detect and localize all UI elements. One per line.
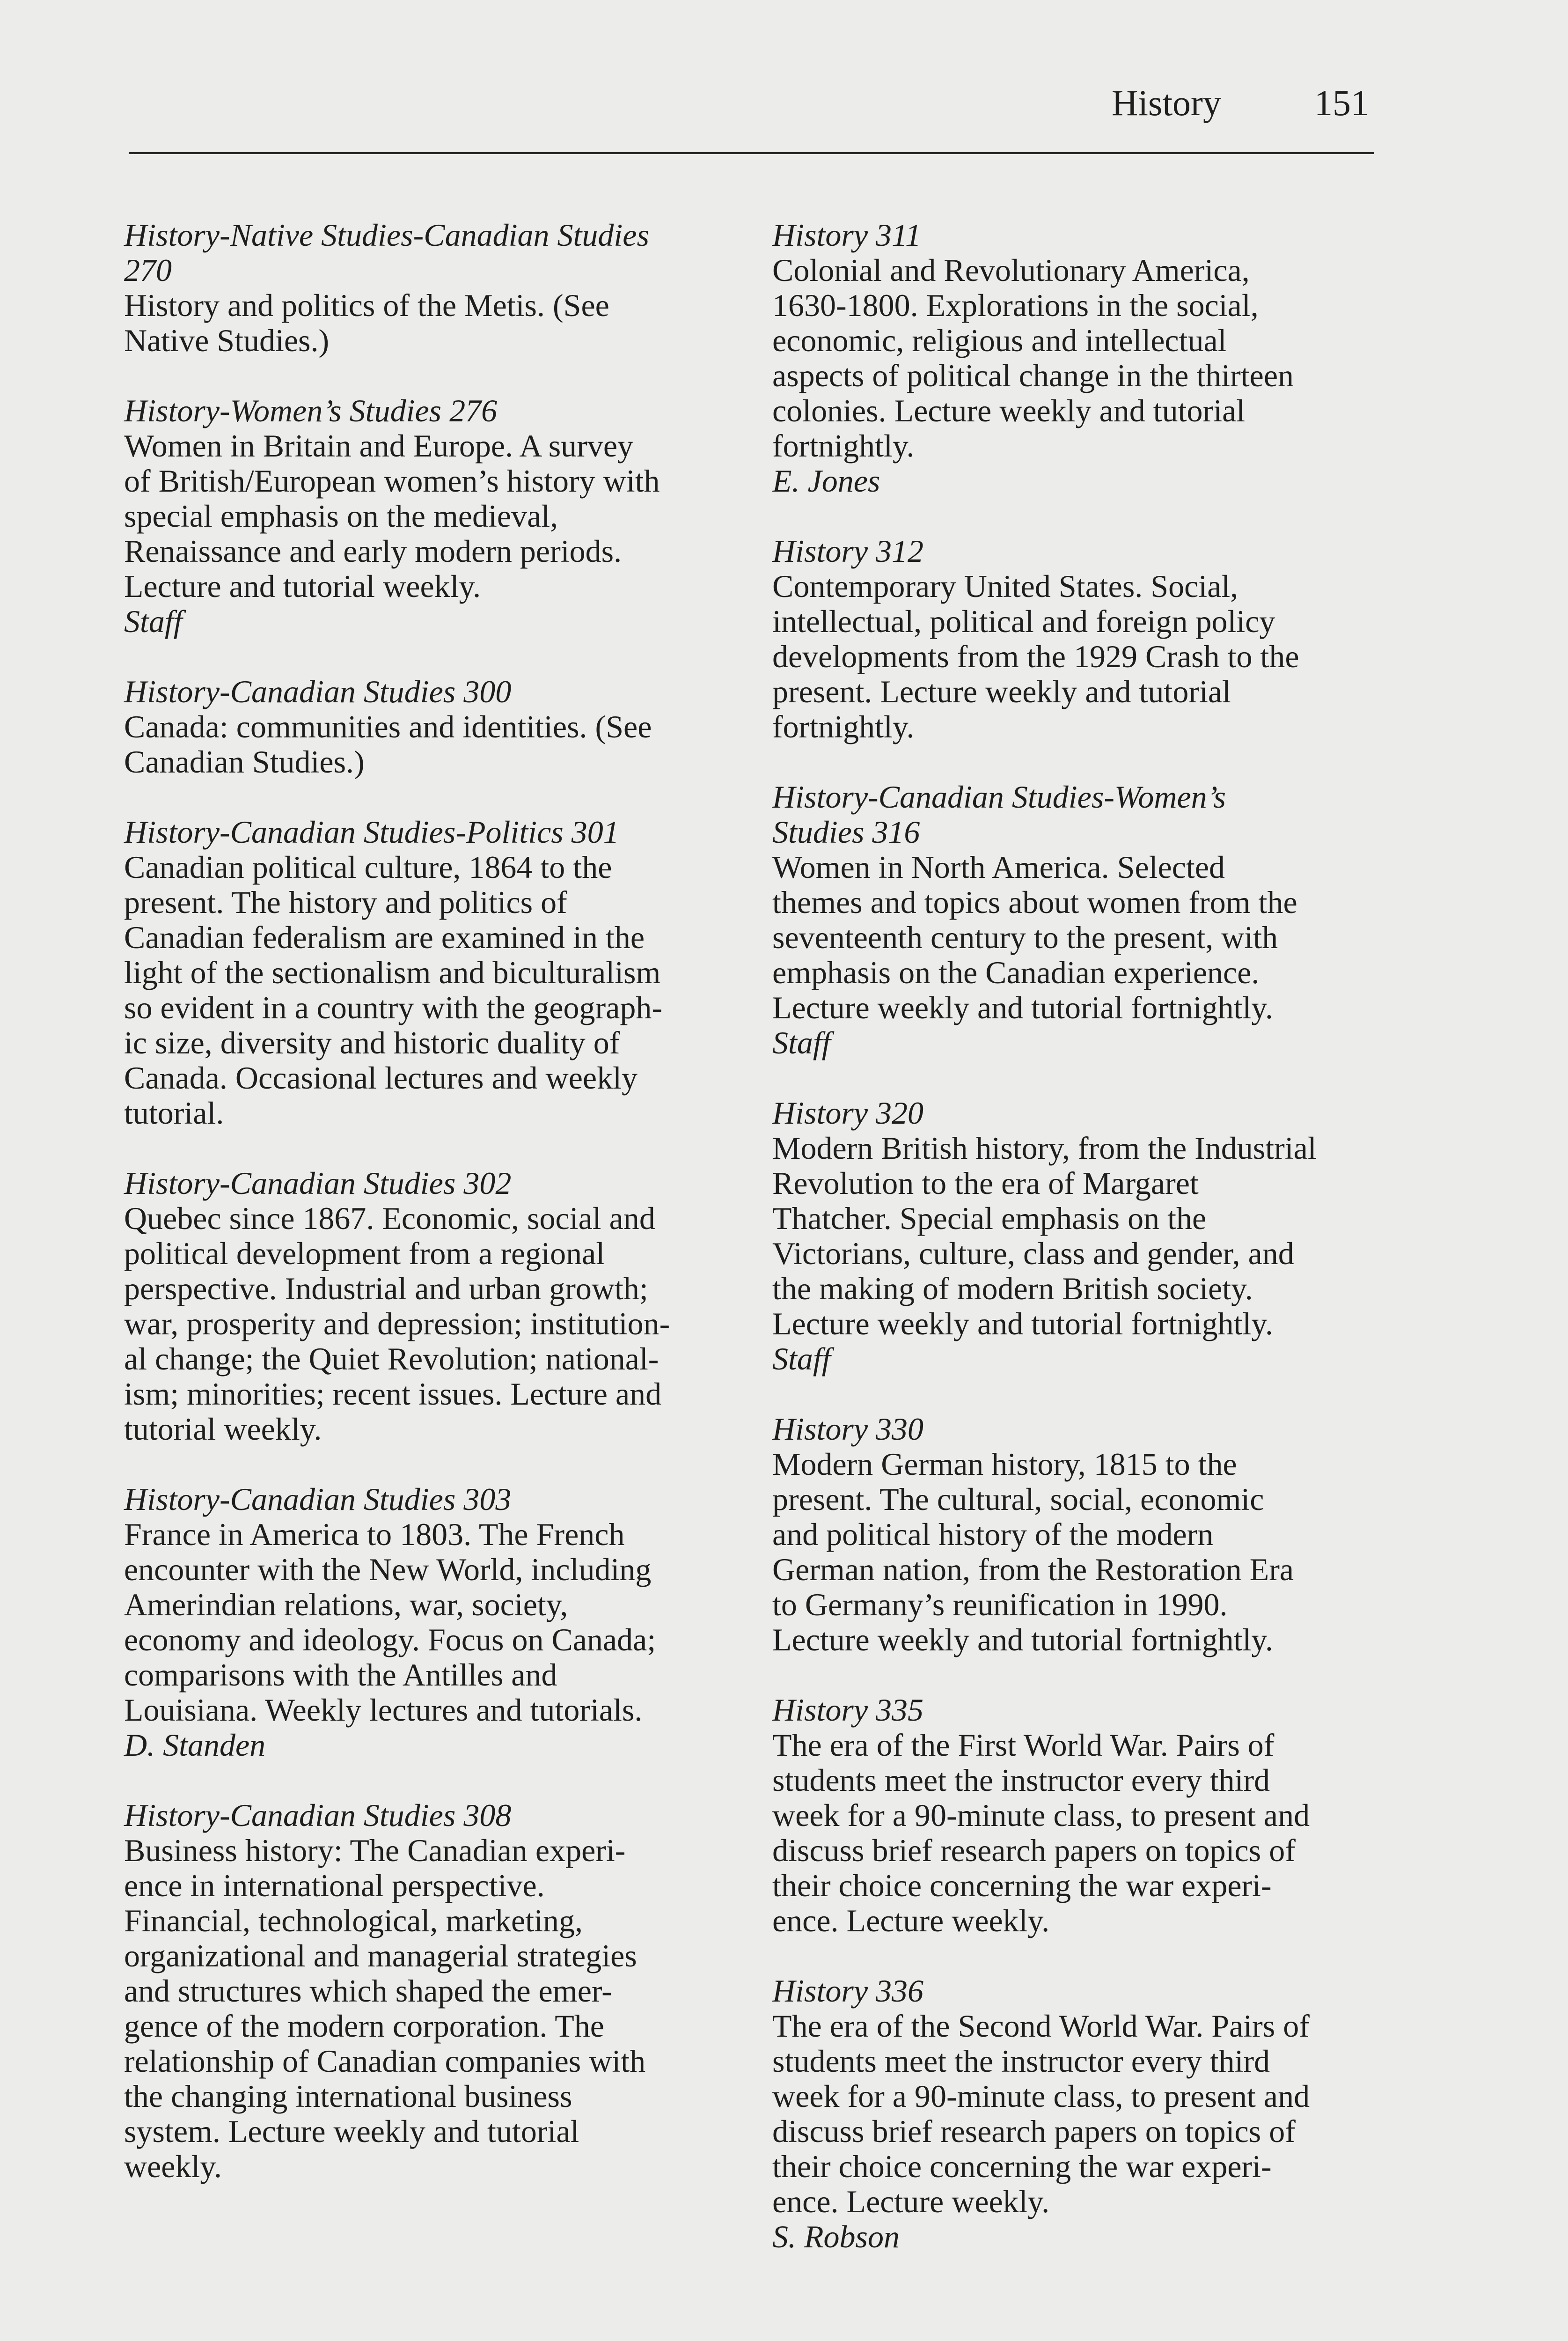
course-description-line: Amerindian relations, war, society,: [124, 1587, 568, 1622]
course-description-line: ence. Lecture weekly.: [772, 1903, 1050, 1938]
course-description-line: themes and topics about women from the: [772, 884, 1297, 920]
course-description-line: Business history: The Canadian experi-: [124, 1833, 626, 1868]
course-title: History-Canadian Studies 308: [124, 1797, 512, 1833]
course-description-line: History and politics of the Metis. (See: [124, 287, 609, 323]
course-title: History-Canadian Studies-Women’s: [772, 779, 1226, 815]
course-entry: [772, 1973, 1390, 2254]
course-entry: [772, 218, 1390, 499]
course-title: History 336: [772, 1973, 923, 2009]
course-entry: [124, 1482, 742, 1763]
course-description-line: Native Studies.): [124, 323, 330, 358]
course-title: 270: [124, 252, 172, 288]
course-description-line: colonies. Lecture weekly and tutorial: [772, 393, 1246, 428]
course-description-line: developments from the 1929 Crash to the: [772, 639, 1299, 674]
section-title: History: [1112, 82, 1221, 123]
right-column: [772, 218, 1390, 2289]
course-description-line: week for a 90-minute class, to present and: [772, 1797, 1310, 1833]
course-description-line: gence of the modern corporation. The: [124, 2008, 604, 2044]
course-description-line: Colonial and Revolutionary America,: [772, 252, 1250, 288]
course-title: History 335: [772, 1692, 923, 1728]
course-title: History-Canadian Studies 300: [124, 674, 512, 709]
course-entry: [124, 815, 742, 1131]
course-description-line: Canadian political culture, 1864 to the: [124, 849, 612, 885]
course-description-line: fortnightly.: [772, 709, 915, 744]
course-description-line: Contemporary United States. Social,: [772, 568, 1238, 604]
course-description-line: The era of the Second World War. Pairs of: [772, 2008, 1310, 2044]
course-description-line: France in America to 1803. The French: [124, 1516, 625, 1552]
course-entry: [124, 1166, 742, 1447]
course-description-line: Modern British history, from the Industrial: [772, 1130, 1317, 1166]
course-description-line: ence in international perspective.: [124, 1868, 545, 1903]
course-description-line: economic, religious and intellectual: [772, 323, 1227, 358]
course-description-line: weekly.: [124, 2149, 222, 2184]
course-description-line: so evident in a country with the geograph-: [124, 990, 663, 1025]
course-description-line: their choice concerning the war experi-: [772, 2149, 1272, 2184]
course-entry: [124, 393, 742, 639]
course-description-line: emphasis on the Canadian experience.: [772, 955, 1260, 990]
course-description-line: organizational and managerial strategies: [124, 1938, 637, 1973]
course-description-line: and structures which shaped the emer-: [124, 1973, 612, 2009]
course-description-line: Victorians, culture, class and gender, and: [772, 1236, 1294, 1271]
course-instructor: Staff: [124, 604, 183, 639]
course-description-line: Canadian federalism are examined in the: [124, 920, 645, 955]
course-description-line: Lecture weekly and tutorial fortnightly.: [772, 1622, 1274, 1657]
course-entry: [772, 1693, 1390, 1938]
course-description-line: Financial, technological, marketing,: [124, 1903, 583, 1938]
running-header: [1112, 77, 1369, 129]
course-title: History 330: [772, 1411, 923, 1447]
course-description-line: to Germany’s reunification in 1990.: [772, 1587, 1228, 1622]
course-description-line: tutorial weekly.: [124, 1411, 322, 1447]
course-description-line: present. The cultural, social, economic: [772, 1481, 1264, 1517]
course-title: History 312: [772, 533, 923, 569]
course-description-line: Quebec since 1867. Economic, social and: [124, 1200, 655, 1236]
course-description-line: discuss brief research papers on topics of: [772, 1833, 1296, 1868]
course-description-line: students meet the instructor every third: [772, 2043, 1270, 2079]
course-description-line: seventeenth century to the present, with: [772, 920, 1278, 955]
course-title: History-Native Studies-Canadian Studies: [124, 217, 649, 253]
course-description-line: and political history of the modern: [772, 1516, 1214, 1552]
course-description-line: comparisons with the Antilles and: [124, 1657, 557, 1693]
course-description-line: week for a 90-minute class, to present and: [772, 2078, 1310, 2114]
course-description-line: Canada: communities and identities. (See: [124, 709, 652, 744]
course-entry: [772, 1096, 1390, 1377]
course-description-line: aspects of political change in the thirteen: [772, 358, 1294, 393]
course-description-line: system. Lecture weekly and tutorial: [124, 2113, 579, 2149]
course-description-line: present. Lecture weekly and tutorial: [772, 674, 1231, 709]
course-description-line: ence. Lecture weekly.: [772, 2184, 1050, 2219]
course-description-line: tutorial.: [124, 1095, 224, 1131]
course-entry: [124, 674, 742, 780]
course-description-line: intellectual, political and foreign policy: [772, 604, 1275, 639]
course-description-line: German nation, from the Restoration Era: [772, 1552, 1294, 1587]
course-description-line: Women in Britain and Europe. A survey: [124, 428, 633, 464]
course-description-line: Modern German history, 1815 to the: [772, 1446, 1237, 1482]
left-column: [124, 218, 742, 2219]
course-title: History-Women’s Studies 276: [124, 393, 498, 428]
course-description-line: Thatcher. Special emphasis on the: [772, 1200, 1207, 1236]
course-description-line: The era of the First World War. Pairs of: [772, 1727, 1275, 1763]
course-title: History-Canadian Studies-Politics 301: [124, 814, 619, 850]
course-description-line: encounter with the New World, including: [124, 1552, 652, 1587]
course-title: History-Canadian Studies 303: [124, 1481, 512, 1517]
course-description-line: 1630-1800. Explorations in the social,: [772, 287, 1259, 323]
course-instructor: S. Robson: [772, 2219, 900, 2254]
course-description-line: special emphasis on the medieval,: [124, 498, 558, 534]
course-description-line: perspective. Industrial and urban growth;: [124, 1271, 648, 1306]
course-description-line: students meet the instructor every third: [772, 1762, 1270, 1798]
course-title: History 311: [772, 217, 921, 253]
course-description-line: economy and ideology. Focus on Canada;: [124, 1622, 656, 1657]
course-description-line: Canada. Occasional lectures and weekly: [124, 1060, 637, 1096]
course-description-line: the changing international business: [124, 2078, 572, 2114]
header-rule: [129, 152, 1374, 154]
course-title: History-Canadian Studies 302: [124, 1165, 512, 1201]
course-description-line: Lecture weekly and tutorial fortnightly.: [772, 990, 1274, 1025]
course-description-line: present. The history and politics of: [124, 884, 567, 920]
course-entry: [124, 1798, 742, 2184]
course-description-line: discuss brief research papers on topics of: [772, 2113, 1296, 2149]
course-description-line: light of the sectionalism and biculturalism: [124, 955, 661, 990]
course-description-line: political development from a regional: [124, 1236, 605, 1271]
course-entry: [772, 534, 1390, 744]
course-description-line: Women in North America. Selected: [772, 849, 1225, 885]
course-description-line: war, prosperity and depression; institution-: [124, 1306, 670, 1341]
course-description-line: ic size, diversity and historic duality of: [124, 1025, 620, 1060]
course-description-line: of British/European women’s history with: [124, 463, 660, 499]
course-instructor: D. Standen: [124, 1727, 266, 1763]
course-title: Studies 316: [772, 814, 920, 850]
course-description-line: their choice concerning the war experi-: [772, 1868, 1272, 1903]
course-instructor: Staff: [772, 1025, 831, 1060]
course-entry: [772, 1412, 1390, 1657]
course-description-line: Lecture weekly and tutorial fortnightly.: [772, 1306, 1274, 1341]
course-entry: [772, 780, 1390, 1060]
course-entry: [124, 218, 742, 358]
course-instructor: E. Jones: [772, 463, 880, 499]
course-description-line: ism; minorities; recent issues. Lecture and: [124, 1376, 662, 1412]
course-description-line: Canadian Studies.): [124, 744, 365, 780]
course-description-line: Revolution to the era of Margaret: [772, 1165, 1199, 1201]
course-description-line: Louisiana. Weekly lectures and tutorials.: [124, 1692, 643, 1728]
page-number: 151: [1314, 82, 1369, 123]
course-description-line: relationship of Canadian companies with: [124, 2043, 646, 2079]
course-description-line: al change; the Quiet Revolution; national-: [124, 1341, 659, 1377]
course-description-line: the making of modern British society.: [772, 1271, 1253, 1306]
course-instructor: Staff: [772, 1341, 831, 1377]
course-description-line: Renaissance and early modern periods.: [124, 533, 622, 569]
course-description-line: Lecture and tutorial weekly.: [124, 568, 481, 604]
course-description-line: fortnightly.: [772, 428, 915, 464]
course-title: History 320: [772, 1095, 923, 1131]
